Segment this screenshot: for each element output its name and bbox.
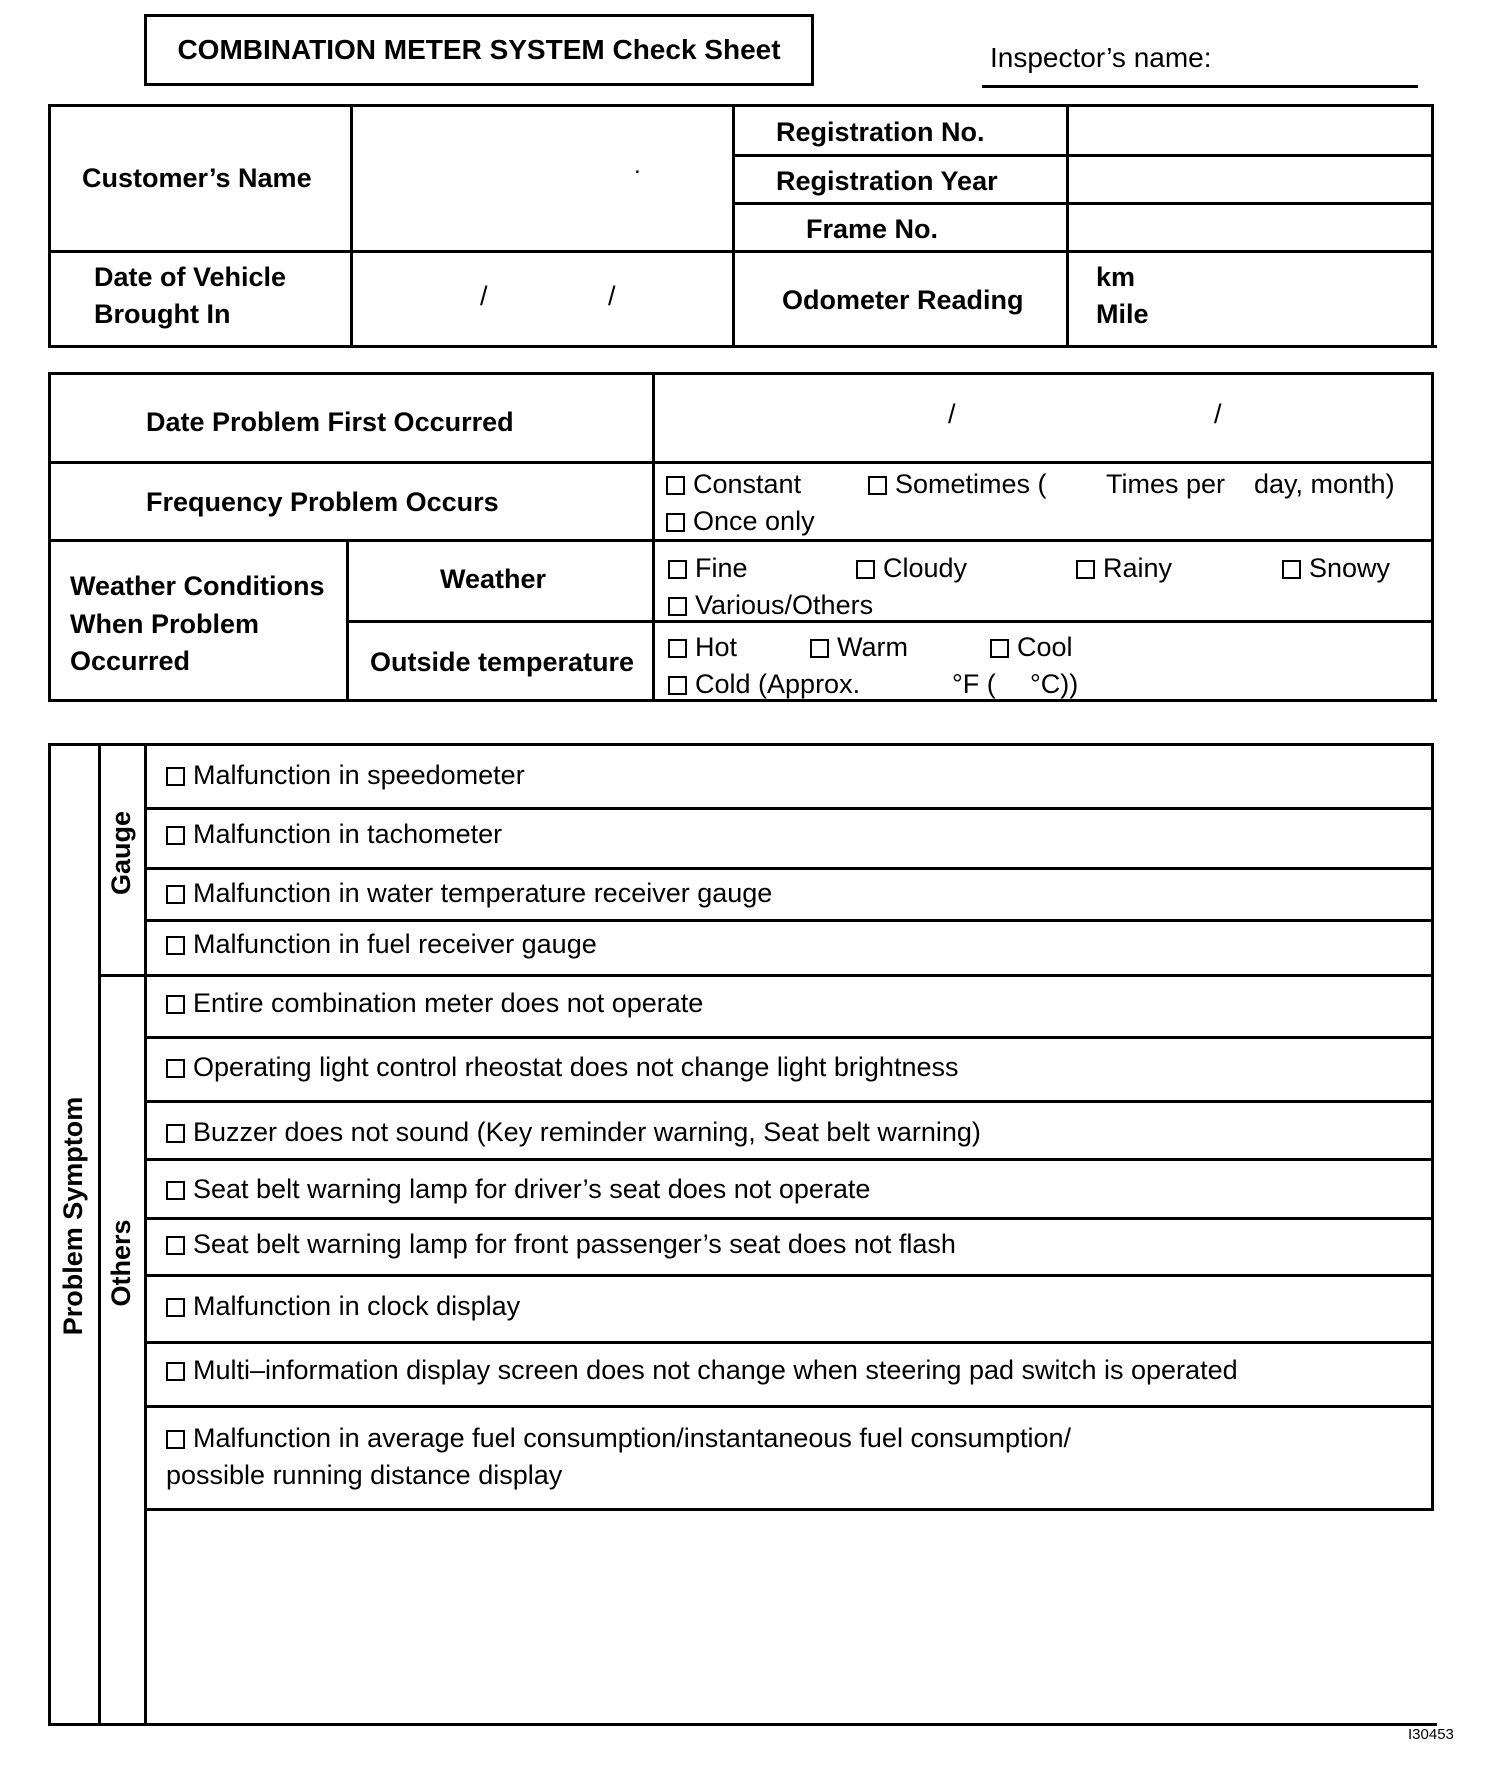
symptom-option[interactable]: Malfunction in tachometer [166,816,502,852]
constant-option[interactable]: Constant [666,466,801,502]
rainy-option[interactable]: Rainy [1076,550,1172,586]
once-only-option[interactable]: Once only [666,503,815,539]
weather-conditions-label-2: When Problem [70,609,260,639]
symptom-option[interactable]: Malfunction in speedometer [166,757,525,793]
checkbox-icon[interactable] [1282,560,1301,579]
checkbox-icon[interactable] [166,936,185,955]
frequency-label: Frequency Problem Occurs [146,487,499,517]
date-brought-in-label-1: Date of Vehicle [94,262,287,292]
sheet-title: COMBINATION METER SYSTEM Check Sheet [144,14,814,86]
symptom-option-continued: possible running distance display [166,1460,563,1490]
date-separator: / [608,281,616,311]
checkbox-icon[interactable] [166,1298,185,1317]
checkbox-icon[interactable] [1076,560,1095,579]
km-label: km [1096,262,1136,292]
registration-year-field[interactable] [1070,157,1430,201]
checkbox-icon[interactable] [166,826,185,845]
checkbox-icon[interactable] [668,597,687,616]
weather-conditions-label-3: Occurred [70,646,191,676]
symptom-option[interactable]: Malfunction in average fuel consumption/instantaneous fuel consumption/ [166,1420,1071,1456]
symptom-option[interactable]: Malfunction in water temperature receiver gauge [166,875,772,911]
frame-no-field[interactable] [1070,205,1430,249]
problem-symptom-label: Problem Symptom [58,1096,88,1336]
checkbox-icon[interactable] [166,1362,185,1381]
symptom-option[interactable]: Malfunction in fuel receiver gauge [166,926,597,962]
symptom-option[interactable]: Multi–information display screen does not change when steering pad switch is operated [166,1352,1238,1388]
inspector-label: Inspector’s name: [990,42,1212,73]
checkbox-icon[interactable] [166,995,185,1014]
various-option[interactable]: Various/Others [668,587,873,623]
customer-name-field[interactable] [354,108,730,248]
inspector-name-line[interactable] [982,85,1418,88]
cold-option[interactable]: Cold (Approx. [668,666,860,702]
mile-label: Mile [1096,299,1149,329]
weather-conditions-label-1: Weather Conditions [70,571,325,601]
checkbox-icon[interactable] [166,885,185,904]
symptom-option[interactable]: Malfunction in clock display [166,1288,520,1324]
date-first-occurred-label: Date Problem First Occurred [146,407,514,437]
checkbox-icon[interactable] [666,476,685,495]
day-month-label: day, month) [1254,469,1395,499]
date-first-occurred-field[interactable] [656,376,1428,458]
celsius-label: °C)) [1030,669,1079,699]
fahrenheit-label: °F ( [952,669,996,699]
others-label: Others [106,1219,136,1307]
date-separator: / [1214,399,1222,429]
checkbox-icon[interactable] [666,513,685,532]
sometimes-option[interactable]: Sometimes ( [868,466,1047,502]
checkbox-icon[interactable] [990,639,1009,658]
figure-id: I30453 [1408,1726,1454,1743]
checkbox-icon[interactable] [810,639,829,658]
symptom-option[interactable]: Operating light control rheostat does not change light brightness [166,1049,958,1085]
customer-name-label: Customer’s Name [82,163,312,193]
checkbox-icon[interactable] [668,560,687,579]
cloudy-option[interactable]: Cloudy [856,550,967,586]
checkbox-icon[interactable] [166,1181,185,1200]
odometer-label: Odometer Reading [782,285,1024,315]
gauge-label: Gauge [106,810,136,896]
frame-no-label: Frame No. [806,214,939,244]
times-per-label: Times per [1106,469,1226,499]
date-separator: / [948,399,956,429]
checkbox-icon[interactable] [668,676,687,695]
registration-no-label: Registration No. [776,117,985,147]
registration-year-label: Registration Year [776,166,998,196]
fine-option[interactable]: Fine [668,550,748,586]
weather-label: Weather [440,564,547,594]
symptom-option[interactable]: Buzzer does not sound (Key reminder warning, Seat belt warning) [166,1114,981,1150]
symptom-option[interactable]: Seat belt warning lamp for driver’s seat does not operate [166,1171,870,1207]
registration-no-field[interactable] [1070,108,1430,152]
symptom-option[interactable]: Seat belt warning lamp for front passenger’s seat does not flash [166,1226,956,1262]
odometer-field[interactable] [1150,254,1428,342]
date-separator: / [480,281,488,311]
checkbox-icon[interactable] [868,476,887,495]
cool-option[interactable]: Cool [990,629,1073,665]
checkbox-icon[interactable] [166,1430,185,1449]
outside-temperature-label: Outside temperature [370,647,635,677]
checkbox-icon[interactable] [166,767,185,786]
symptom-notes-area[interactable] [148,1512,1428,1720]
checkbox-icon[interactable] [668,639,687,658]
checkbox-icon[interactable] [166,1124,185,1143]
date-brought-in-label-2: Brought In [94,299,231,329]
date-brought-in-field[interactable] [354,254,730,342]
symptom-option[interactable]: Entire combination meter does not operate [166,985,703,1021]
checkbox-icon[interactable] [166,1059,185,1078]
checkbox-icon[interactable] [166,1236,185,1255]
snowy-option[interactable]: Snowy [1282,550,1390,586]
hot-option[interactable]: Hot [668,629,737,665]
customer-name-mark: . [634,152,641,179]
checkbox-icon[interactable] [856,560,875,579]
warm-option[interactable]: Warm [810,629,908,665]
